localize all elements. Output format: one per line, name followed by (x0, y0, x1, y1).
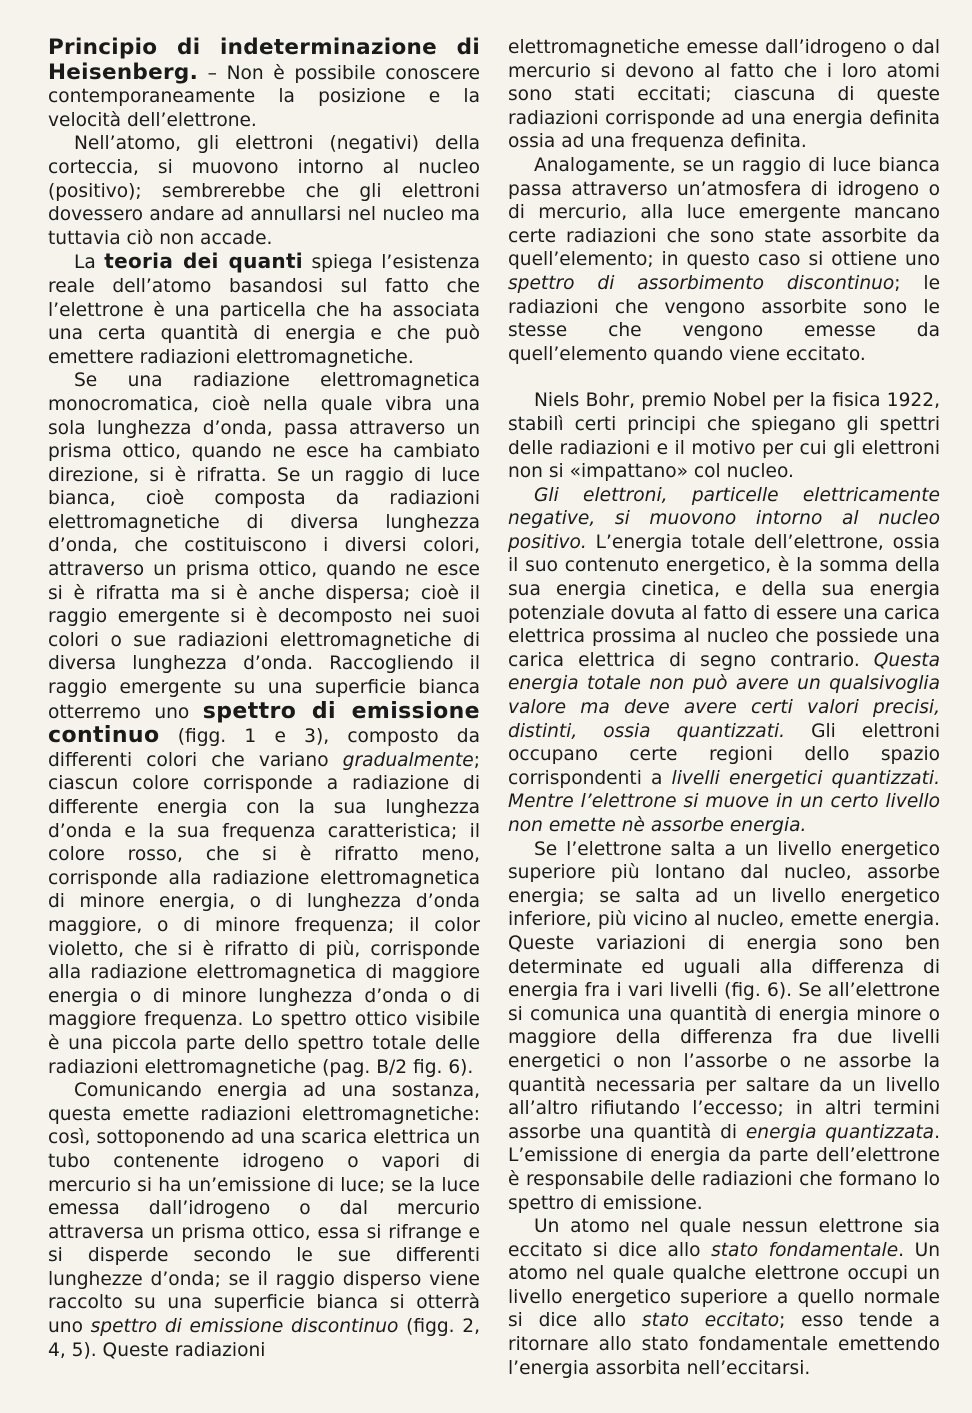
text-run: Gli elettroni occupano certe regioni dello spazio corrispondenti a (508, 720, 940, 789)
text-run: ; esso tende a ritornare allo stato fondamentale emettendo l’energia assorbita nell’eccitarsi. (508, 1310, 941, 1379)
text-run: Analogamente, se un raggio di luce bianca passa attraverso un’atmosfera di idrogeno o di mercurio, alla luce emergente mancano certe radiazioni che sono state assorbite da quell’elemento; in questo caso si ottiene uno (508, 154, 940, 271)
text-run: (figg. 1 e 3), composto da differenti colori che variano (48, 726, 480, 771)
paragraph-electron-jumps (508, 838, 940, 1216)
paragraph-continuation: elettromagnetiche emesse dall’idrogeno o dal mercurio si devono al fatto che i loro atomi sono stati eccitati; ciascuna di queste radiazioni corrisponde ad una energia definita ossia ad una frequenza definita. (508, 37, 940, 153)
section-title: Principio di indeterminazione di Heisenberg. (48, 35, 480, 85)
text-run: (figg. 2, 4, 5). Queste radiazioni (48, 1316, 481, 1361)
right-column (508, 36, 940, 1380)
text-run: Un atomo nel quale nessun elettrone sia eccitato si dice allo (508, 1216, 940, 1261)
text-run: L’energia totale dell’elettrone, ossia il suo contenuto energetico, è la somma della sua energia cinetica, e della sua energia potenziale dovuta al fatto di essere una carica elettrica prossima al nucleo che possiede una carica elettrica di segno contrario. (508, 531, 941, 671)
italic-principle: Gli elettroni, particelle elettricamente negative, si muovono intorno al nucleo positivo. (508, 484, 940, 553)
italic-term: gradualmente (342, 749, 474, 771)
text-run: Se l’elettrone salta a un livello energetico superiore più lontano dal nucleo, assorbe energia; se salta ad un livello energetico inferiore, più vicino al nucleo, emette energia. Queste variazioni di energia sono ben determinate ed uguali alla differenza di energia fra i vari livelli (fig. 6). Se all’elettrone si comunica una quantità di energia minore o maggiore della differenza fra due livelli energetici o non l’assorbe o ne assorbe la quantità necessaria per saltare da un livello all’altro rifiutando l’eccesso; in altri termini assorbe una quantità di (508, 838, 940, 1143)
left-column (48, 36, 480, 1362)
text-run: . Un atomo nel quale qualche elettrone occupi un livello energetico superiore a quello normale si dice allo (508, 1239, 940, 1332)
text-run: Comunicando energia ad una sostanza, questa emette radiazioni elettromagnetiche: così, sottoponendo ad una scarica elettrica un tubo contenente idrogeno o vapori di mercurio si ha un’emissione di luce; se la luce emessa dall’idrogeno o dal mercurio attraversa un prisma ottico, essa si rifrange e si disperde secondo le sue differenti lunghezze d’onda; se il raggio disperso viene raccolto su una superficie bianca si otterrà uno (48, 1080, 480, 1338)
italic-term: spettro di emissione discontinuo (90, 1316, 399, 1338)
keyword-continuous-spectrum: spettro di emissione continuo (48, 698, 480, 749)
paragraph-continuous-spectrum (48, 369, 480, 1079)
italic-principle: livelli energetici quantizzati. Mentre l’elettrone si muove in un certo livello non emette nè assorbe energia. (508, 767, 940, 836)
keyword-quantum-theory: teoria dei quanti (104, 249, 303, 274)
text-run: spiega l’esistenza reale dell’atomo basandosi sul fatto che l’elettrone è una particella che ha associata una certa quantità di energia e che può emettere radiazioni elettromagnetiche. (48, 252, 480, 368)
text-run: La (74, 252, 105, 274)
paragraph-heisenberg (48, 36, 480, 132)
paragraph-electrons: Nell’atomo, gli elettroni (negativi) della corteccia, si muovono intorno al nucleo (positivo); sembrerebbe che gli elettroni dovessero andare ad annullarsi nel nucleo ma tuttavia ciò non accade. (48, 133, 480, 249)
text-run: . L’emissione di energia da parte dell’elettrone è responsabile delle radiazioni che formano lo spettro di emissione. (508, 1121, 940, 1214)
italic-term: energia quantizzata (745, 1121, 935, 1143)
paragraph-quantum-theory (48, 250, 480, 369)
italic-term: spettro di assorbimento discontinuo (508, 272, 895, 294)
italic-term: stato fondamentale (711, 1239, 899, 1261)
italic-principle: Questa energia totale non può avere un qualsivoglia valore ma deve avere certi valori precisi, distinti, ossia quantizzati. (508, 649, 940, 742)
paragraph-text: – Non è possibile conoscere contemporaneamente la posizione e la velocità dell’elettrone. (48, 62, 480, 131)
paragraph-energy-levels (508, 484, 940, 838)
paragraph-bohr: Niels Bohr, premio Nobel per la fisica 1922, stabilì certi principi che spiegano gli spettri delle radiazioni e il motivo per cui gli elettroni non si «impattano» col nucleo. (508, 390, 940, 483)
text-run: ; le radiazioni che vengono assorbite sono le stesse che vengono emesse da quell’elemento quando viene eccitato. (508, 272, 941, 365)
text-run: Se una radiazione elettromagnetica monocromatica, cioè nella quale vibra una sola lunghezza d’onda, passa attraverso un prisma ottico, quando ne esce ha cambiato direzione, si è rifratta. Se un raggio di luce bianca, cioè composta da radiazioni elettromagnetiche di diversa lunghezza d’onda, che costituiscono i diversi colori, attraverso un prisma ottico, quando ne esce si è rifratta ma si è anche dispersa; cioè il raggio emergente si è decomposto nei suoi colori o sue radiazioni elettromagnetiche di diversa lunghezza d’onda. Raccogliendo il raggio emergente su una superficie bianca otterremo uno (48, 370, 480, 723)
paragraph-discontinuous-emission (48, 1079, 480, 1362)
text-run: ; ciascun colore corrisponde a radiazione di differente energia con la sua lunghezza d’onda e la sua frequenza caratteristica; il colore rosso, che si è rifratto meno, corrisponde alla radiazione elettromagnetica di minore energia, o di lunghezza d’onda maggiore, o di minore frequenza; il color violetto, che si è rifratto di più, corrisponde alla radiazione elettromagnetica di maggiore energia o di minore lunghezza d’onda o di maggiore frequenza. Lo spettro ottico visibile è una piccola parte dello spettro totale delle radiazioni elettromagnetiche (pag. B/2 fig. 6). (48, 749, 480, 1078)
paragraph-atom-states (508, 1215, 940, 1380)
paragraph-absorption-spectrum (508, 154, 940, 366)
italic-term: stato eccitato (641, 1310, 780, 1332)
